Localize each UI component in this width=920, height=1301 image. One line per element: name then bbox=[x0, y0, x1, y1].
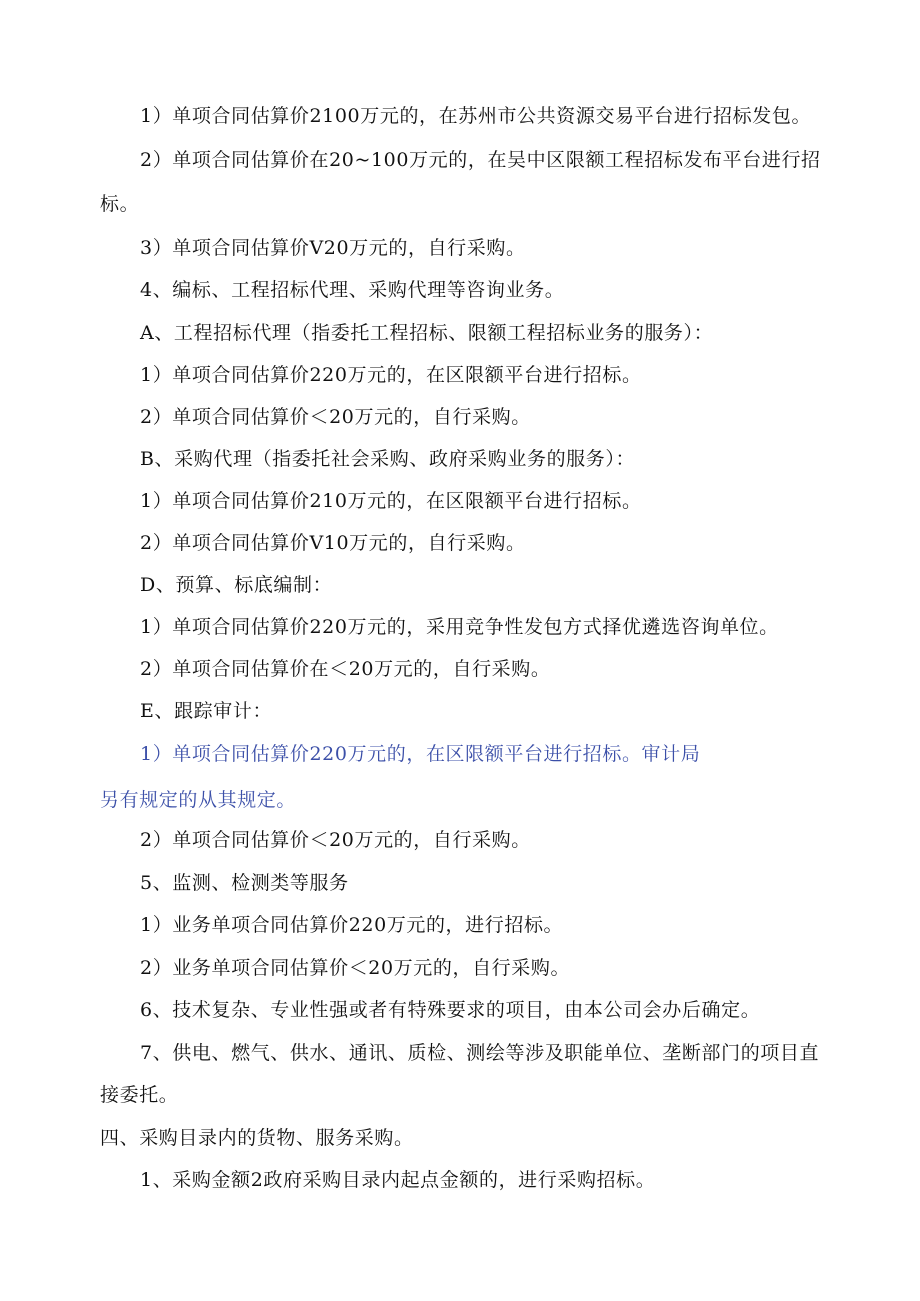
paragraph-line: 2）单项合同估算价＜20万元的，自行采购。 bbox=[140, 406, 531, 428]
paragraph-line: B、采购代理（指委托社会采购、政府采购业务的服务）： bbox=[140, 448, 636, 470]
paragraph-line: 2）单项合同估算价＜20万元的，自行采购。 bbox=[140, 829, 531, 851]
highlighted-line: 1）单项合同估算价220万元的，在区限额平台进行招标。审计局 bbox=[140, 743, 701, 765]
paragraph-line: E、跟踪审计： bbox=[140, 700, 273, 722]
paragraph-line: 2）单项合同估算价在20~100万元的，在吴中区限额工程招标发布平台进行招 bbox=[140, 149, 821, 171]
paragraph-line: 1、采购金额2政府采购目录内起点金额的，进行采购招标。 bbox=[140, 1169, 656, 1191]
paragraph-line: 6、技术复杂、专业性强或者有特殊要求的项目，由本公司会办后确定。 bbox=[140, 999, 761, 1021]
paragraph-line: 5、监测、检测类等服务 bbox=[140, 872, 349, 894]
paragraph-line: 接委托。 bbox=[100, 1084, 179, 1106]
paragraph-line: 7、供电、燃气、供水、通讯、质检、测绘等涉及职能单位、垄断部门的项目直 bbox=[140, 1042, 820, 1064]
paragraph-line: 4、编标、工程招标代理、采购代理等咨询业务。 bbox=[140, 279, 565, 301]
paragraph-line: 标。 bbox=[100, 193, 140, 215]
section-heading: 四、采购目录内的货物、服务采购。 bbox=[100, 1127, 414, 1149]
paragraph-line: 2）单项合同估算价V10万元的，自行采购。 bbox=[140, 532, 526, 554]
paragraph-line: 1）单项合同估算价220万元的，采用竞争性发包方式择优遴选咨询单位。 bbox=[140, 616, 779, 638]
paragraph-line: 2）单项合同估算价在＜20万元的，自行采购。 bbox=[140, 658, 551, 680]
paragraph-line: 3）单项合同估算价V20万元的，自行采购。 bbox=[140, 237, 526, 259]
paragraph-line: 1）单项合同估算价210万元的，在区限额平台进行招标。 bbox=[140, 490, 642, 512]
paragraph-line: 1）单项合同估算价2100万元的，在苏州市公共资源交易平台进行招标发包。 bbox=[140, 105, 812, 127]
highlighted-line: 另有规定的从其规定。 bbox=[100, 789, 297, 811]
paragraph-line: 2）业务单项合同估算价＜20万元的，自行采购。 bbox=[140, 957, 571, 979]
paragraph-line: 1）单项合同估算价220万元的，在区限额平台进行招标。 bbox=[140, 364, 642, 386]
paragraph-line: D、预算、标底编制： bbox=[140, 574, 333, 596]
paragraph-line: 1）业务单项合同估算价220万元的，进行招标。 bbox=[140, 914, 564, 936]
paragraph-line: A、工程招标代理（指委托工程招标、限额工程招标业务的服务）： bbox=[140, 322, 714, 344]
